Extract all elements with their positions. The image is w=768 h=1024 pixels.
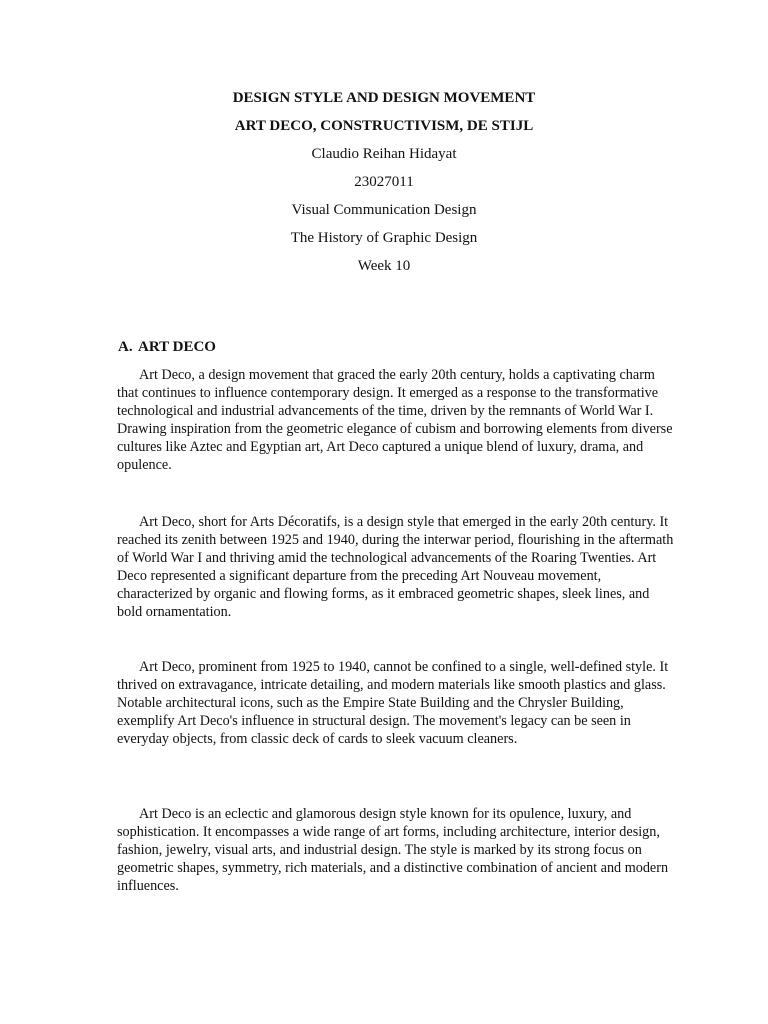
- section-heading: [118, 337, 216, 357]
- week-label: Week 10: [357, 258, 411, 274]
- section-title: ART DECO: [138, 339, 216, 355]
- course-name: The History of Graphic Design: [290, 230, 478, 246]
- paragraph: Art Deco, short for Arts Décoratifs, is a design style that emerged in the early 20th century. It reached its zenith between 1925 and 1940, during the interwar period, flourishing in the aftermath of World War I and thriving amid the technological advancements of the Roaring Twenties. Art Deco represented a significant departure from the preceding Art Nouveau movement, characterized by organic and flowing forms, as it embraced geometric shapes, sleek lines, and bold ornamentation.: [117, 514, 674, 620]
- title-block: [0, 88, 768, 276]
- paragraph: Art Deco, a design movement that graced the early 20th century, holds a captivating charm that continues to influence contemporary design. It emerged as a response to the transformative technological and industrial advancements of the time, driven by the remnants of World War I. Drawing inspiration from the geometric elegance of cubism and borrowing elements from diverse cultures like Aztec and Egyptian art, Art Deco captured a unique blend of luxury, drama, and opulence.: [117, 367, 673, 473]
- paragraph: Art Deco, prominent from 1925 to 1940, cannot be confined to a single, well-defined style. It thrived on extravagance, intricate detailing, and modern materials like smooth plastics and glass. Notable architectural icons, such as the Empire State Building and the Chrysler Building, exemplify Art Deco's influence in structural design. The movement's legacy can be seen in everyday objects, from classic deck of cards to sleek vacuum cleaners.: [117, 659, 669, 747]
- author-name: Claudio Reihan Hidayat: [311, 146, 457, 162]
- paragraph: Art Deco is an eclectic and glamorous design style known for its opulence, luxury, and sophistication. It encompasses a wide range of art forms, including architecture, interior design, fashion, jewelry, visual arts, and industrial design. The style is marked by its strong focus on geometric shapes, symmetry, rich materials, and a distinctive combination of ancient and modern influences.: [117, 806, 669, 894]
- program-name: Visual Communication Design: [291, 202, 477, 218]
- student-id: 23027011: [354, 174, 414, 190]
- document-title: DESIGN STYLE AND DESIGN MOVEMENT: [232, 90, 536, 106]
- section-number: A.: [118, 339, 133, 355]
- document-subtitle: ART DECO, CONSTRUCTIVISM, DE STIJL: [234, 118, 534, 134]
